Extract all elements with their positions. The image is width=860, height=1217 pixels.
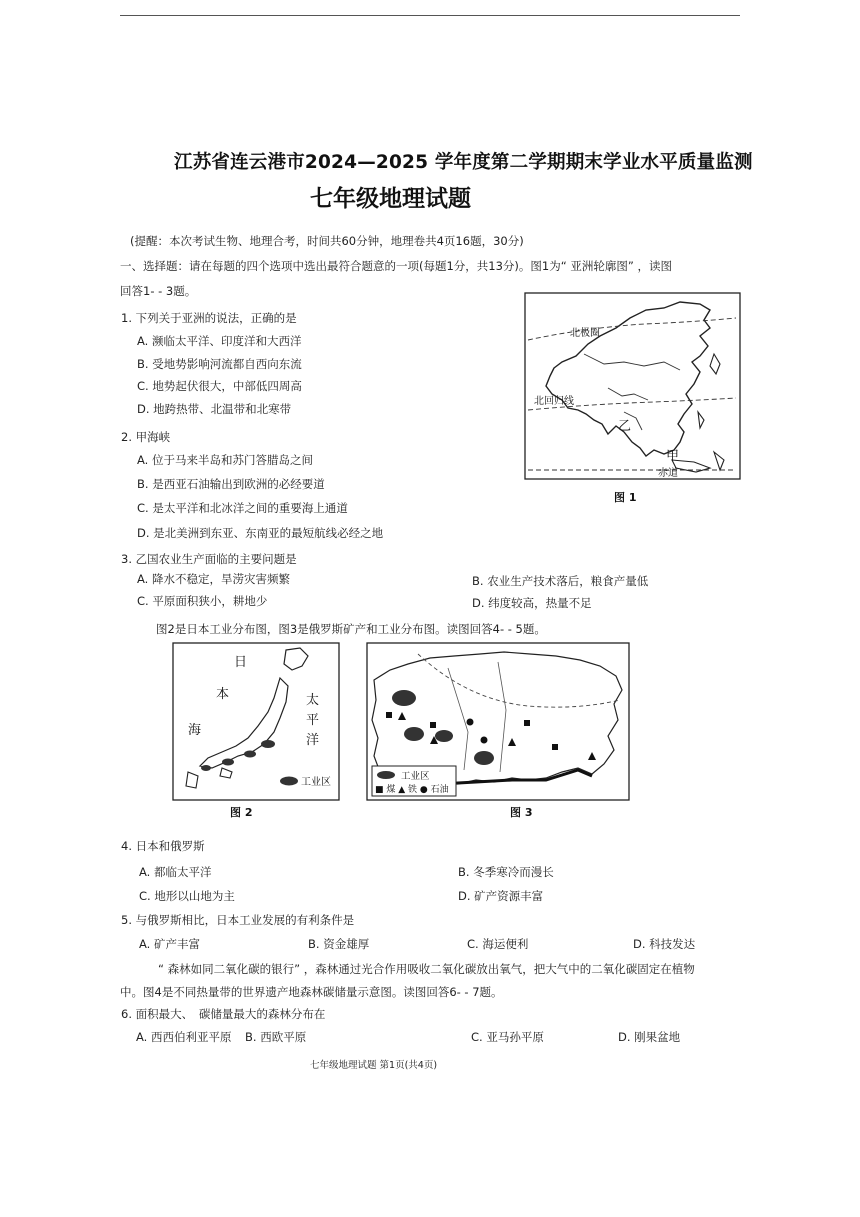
question-4-option-b[interactable]: B. 冬季寒冷而漫长 (458, 865, 554, 879)
fig3-caption: 图 3 (510, 806, 533, 819)
question-5-stem: 5. 与俄罗斯相比，日本工业发展的有利条件是 (121, 913, 355, 927)
question-6-option-b[interactable]: B. 西欧平原 (245, 1030, 307, 1044)
fig2-sea-char-2: 本 (216, 687, 230, 702)
fig1-yi-label: 乙 (618, 419, 632, 434)
question-3-option-d[interactable]: D. 纬度较高，热量不足 (472, 596, 592, 610)
question-6-stem: 6. 面积最大、 碳储量最大的森林分布在 (121, 1007, 326, 1021)
section1-intro-line2: 回答1- - 3题。 (120, 284, 197, 298)
question-3-option-b[interactable]: B. 农业生产技术落后，粮食产量低 (472, 574, 649, 588)
question-5-option-a[interactable]: A. 矿产丰富 (139, 937, 200, 951)
question-2-stem: 2. 甲海峡 (121, 430, 171, 444)
fig1-jia-label: 甲 (666, 449, 680, 464)
question-3-option-a[interactable]: A. 降水不稳定，旱涝灾害频繁 (137, 572, 290, 586)
passage-6-7-line1: “ 森林如同二氧化碳的银行” ，森林通过光合作用吸收二氧化碳放出氧气，把大气中的二氧化碳固定在植物 (158, 962, 695, 976)
question-6-option-d[interactable]: D. 刚果盆地 (618, 1030, 681, 1044)
question-1-stem: 1. 下列关于亚洲的说法，正确的是 (121, 311, 297, 325)
fig2-caption: 图 2 (230, 806, 253, 819)
question-6-option-c[interactable]: C. 亚马孙平原 (471, 1030, 544, 1044)
fig3-legend-swatch (377, 771, 395, 779)
top-rule (120, 15, 740, 16)
exam-title: 江苏省连云港市2024—2025 学年度第二学期期末学业水平质量监测 (174, 152, 753, 173)
question-4-stem: 4. 日本和俄罗斯 (121, 839, 205, 853)
exam-reminder: (提醒：本次考试生物、地理合考，时间共60分钟，地理卷共4页16题，30分) (130, 234, 524, 248)
section1-intro-line1: 一、选择题：请在每题的四个选项中选出最符合题意的一项(每题1分，共13分)。图1为“ 亚洲轮廓图” ，读图 (120, 259, 672, 273)
question-4-option-d[interactable]: D. 矿产资源丰富 (458, 889, 544, 903)
question-3-option-c[interactable]: C. 平原面积狭小，耕地少 (137, 594, 268, 608)
figure-1-asia-outline (524, 292, 742, 508)
question-4-option-c[interactable]: C. 地形以山地为主 (139, 889, 235, 903)
fig1-tropic-label: 北回归线 (534, 396, 574, 407)
passage-4-5: 图2是日本工业分布图，图3是俄罗斯矿产和工业分布图。读图回答4- - 5题。 (156, 622, 546, 636)
question-2-option-d[interactable]: D. 是北美洲到东亚、东南亚的最短航线必经之地 (137, 526, 384, 540)
fig3-legend-resources: ■ 煤 ▲ 铁 ● 石油 (375, 785, 449, 795)
fig1-arctic-label: 北极圈 (570, 328, 600, 339)
passage-6-7-line2: 中。图4是不同热量带的世界遗产地森林碳储量示意图。读图回答6- - 7题。 (120, 985, 503, 999)
fig2-legend-label: 工业区 (301, 777, 331, 788)
fig1-caption: 图 1 (614, 491, 637, 504)
question-1-option-d[interactable]: D. 地跨热带、北温带和北寒带 (137, 402, 292, 416)
fig2-sea-char-1: 日 (234, 655, 248, 670)
question-6-option-a[interactable]: A. 西西伯利亚平原 (136, 1030, 232, 1044)
question-2-option-a[interactable]: A. 位于马来半岛和苏门答腊岛之间 (137, 453, 313, 467)
fig2-legend-swatch (280, 777, 298, 786)
fig1-equator-label: 赤道 (658, 468, 678, 479)
question-5-option-b[interactable]: B. 资金雄厚 (308, 937, 370, 951)
fig2-sea-char-3: 海 (188, 723, 202, 738)
fig2-ocean-char-3: 洋 (306, 733, 320, 748)
exam-subtitle: 七年级地理试题 (310, 186, 471, 212)
figures-2-3 (168, 640, 636, 820)
fig2-ocean-char-2: 平 (306, 713, 320, 728)
fig3-legend-industry: 工业区 (401, 771, 430, 782)
question-1-option-a[interactable]: A. 濒临太平洋、印度洋和大西洋 (137, 334, 302, 348)
page-footer: 七年级地理试题 第1页(共4页) (310, 1060, 438, 1071)
fig2-ocean-char-1: 太 (306, 693, 320, 708)
question-5-option-d[interactable]: D. 科技发达 (633, 937, 696, 951)
question-1-option-c[interactable]: C. 地势起伏很大，中部低四周高 (137, 379, 302, 393)
question-5-option-c[interactable]: C. 海运便利 (467, 937, 529, 951)
question-4-option-a[interactable]: A. 都临太平洋 (139, 865, 212, 879)
question-1-option-b[interactable]: B. 受地势影响河流都自西向东流 (137, 357, 302, 371)
question-3-stem: 3. 乙国农业生产面临的主要问题是 (121, 552, 297, 566)
question-2-option-c[interactable]: C. 是太平洋和北冰洋之间的重要海上通道 (137, 501, 348, 515)
question-2-option-b[interactable]: B. 是西亚石油输出到欧洲的必经要道 (137, 477, 325, 491)
